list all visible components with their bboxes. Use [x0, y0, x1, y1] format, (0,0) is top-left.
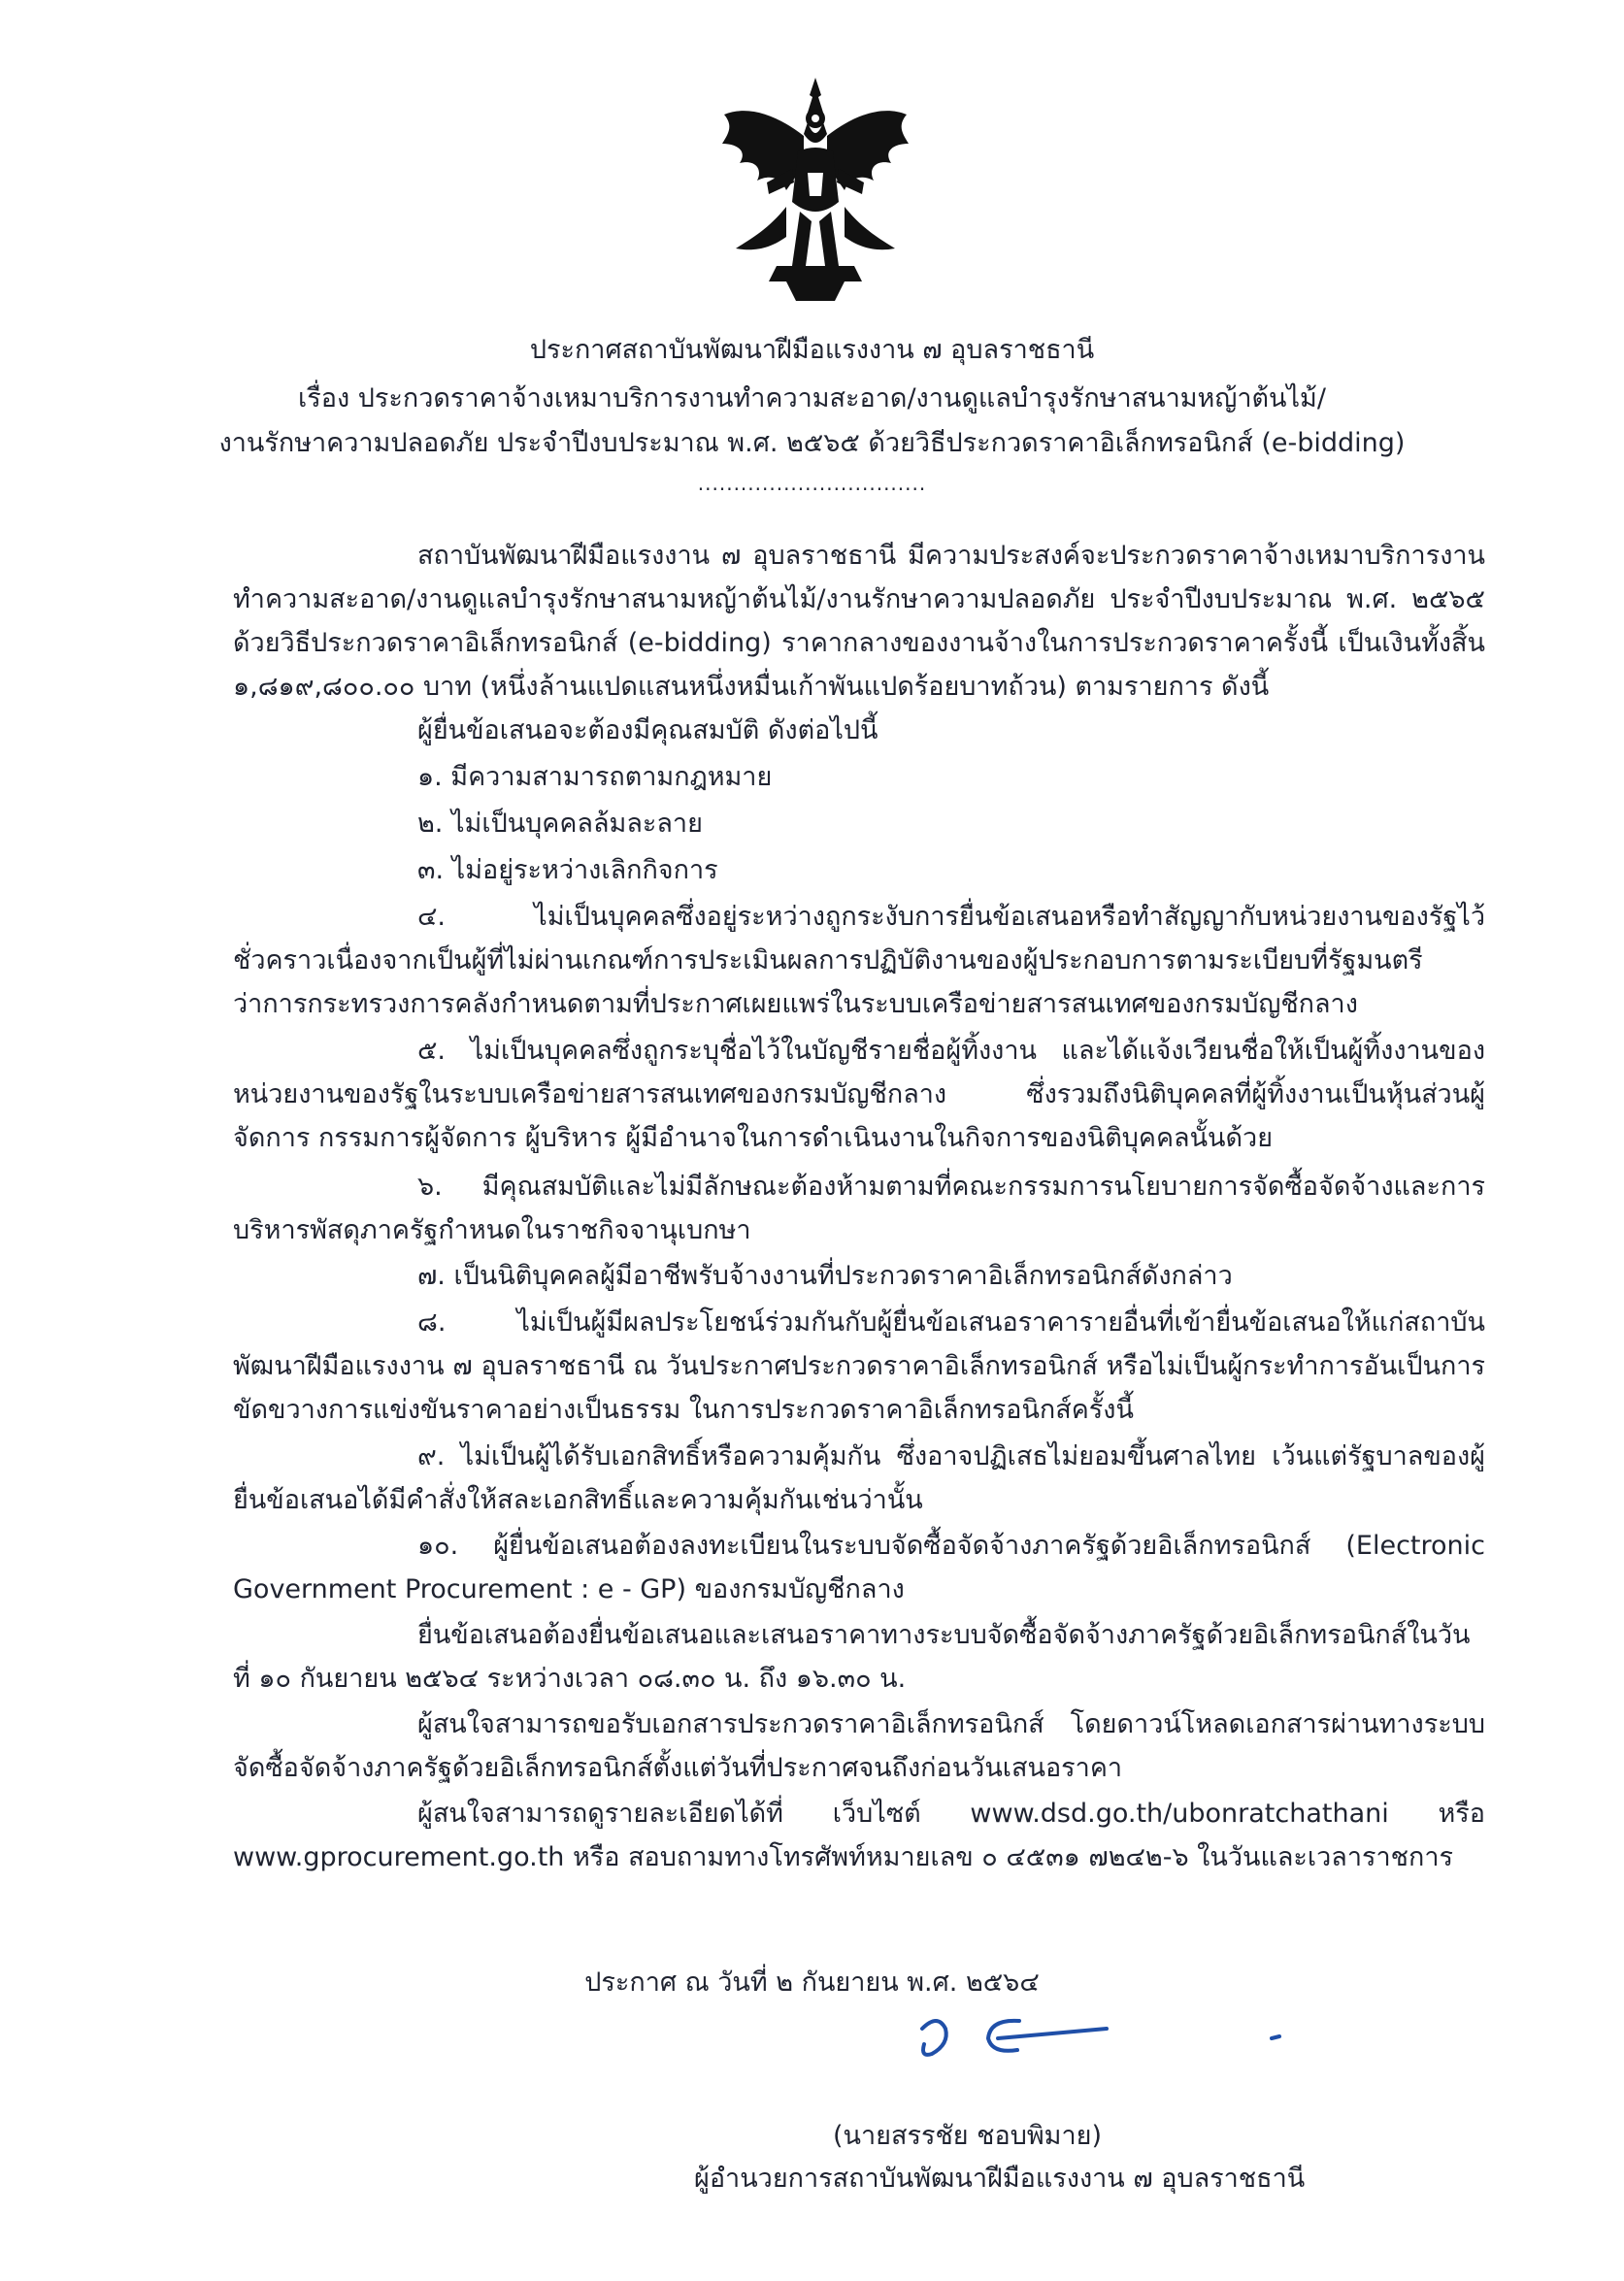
qualification-item-1: ๑. มีความสามารถตามกฎหมาย	[417, 762, 773, 792]
qualifications-heading: ผู้ยื่นข้อเสนอจะต้องมีคุณสมบัติ ดังต่อไปนี้	[417, 715, 878, 745]
announcement-title: ประกาศสถาบันพัฒนาฝีมือแรงงาน ๗ อุบลราชธานี	[529, 335, 1095, 365]
announcement-date: ประกาศ ณ วันที่ ๒ กันยายน พ.ศ. ๒๕๖๔	[584, 1967, 1040, 1998]
qualification-item-4: ๔. ไม่เป็นบุคคลซึ่งอยู่ระหว่างถูกระงับการยื่นข้อเสนอหรือทำสัญญากับหน่วยงานของรัฐไว้ชั่วคราวเนื่องจากเป็นผู้ที่ไม่ผ่านเกณฑ์การประเมินผลการปฏิบัติงานของผู้ประกอบการตามระเบียบที่รัฐมนตรีว่าการกระทรวงการคลังกำหนดตามที่ประกาศเผยแพร่ในระบบเครือข่ายสารสนเทศของกรมบัญชีกลาง	[233, 902, 1485, 1019]
qualification-item-3: ๓. ไม่อยู่ระหว่างเลิกกิจการ	[417, 855, 718, 885]
qualification-item-7: ๗. เป็นนิติบุคคลผู้มีอาชีพรับจ้างงานที่ประกวดราคาอิเล็กทรอนิกส์ดังกล่าว	[417, 1261, 1233, 1291]
qualification-item-8: ๘. ไม่เป็นผู้มีผลประโยชน์ร่วมกันกับผู้ยื่นข้อเสนอราคารายอื่นที่เข้ายื่นข้อเสนอให้แก่สถาบันพัฒนาฝีมือแรงงาน ๗ อุบลราชธานี ณ วันประกาศประกวดราคาอิเล็กทรอนิกส์ หรือไม่เป็นผู้กระทำการอันเป็นการขัดขวางการแข่งขันราคาอย่างเป็นธรรม ในการประกวดราคาอิเล็กทรอนิกส์ครั้งนี้	[233, 1307, 1485, 1425]
signer-title: ผู้อำนวยการสถาบันพัฒนาฝีมือแรงงาน ๗ อุบลราชธานี	[694, 2164, 1306, 2194]
qualification-item-6: ๖. มีคุณสมบัติและไม่มีลักษณะต้องห้ามตามที่คณะกรรมการนโยบายการจัดซื้อจัดจ้างและการบริหารพัสดุภาครัฐกำหนดในราชกิจจานุเบกษา	[233, 1172, 1485, 1245]
submission-paragraph: ยื่นข้อเสนอต้องยื่นข้อเสนอและเสนอราคาทางระบบจัดซื้อจัดจ้างภาครัฐด้วยอิเล็กทรอนิกส์ในวันที่ ๑๐ กันยายน ๒๕๖๔ ระหว่างเวลา ๐๘.๓๐ น. ถึง ๑๖.๓๐ น.	[233, 1620, 1471, 1694]
qualification-item-5: ๕. ไม่เป็นบุคคลซึ่งถูกระบุชื่อไว้ในบัญชีรายชื่อผู้ทิ้งงาน และได้แจ้งเวียนชื่อให้เป็นผู้ทิ้งงานของหน่วยงานของรัฐในระบบเครือข่ายสารสนเทศของกรมบัญชีกลาง ซึ่งรวมถึงนิติบุคคลที่ผู้ทิ้งงานเป็นหุ้นส่วนผู้จัดการ กรรมการผู้จัดการ ผู้บริหาร ผู้มีอำนาจในการดำเนินงานในกิจการของนิติบุคคลนั้นด้วย	[233, 1036, 1485, 1153]
announcement-subject-line-2: งานรักษาความปลอดภัย ประจำปีงบประมาณ พ.ศ. ๒๕๖๕ ด้วยวิธีประกวดราคาอิเล็กทรอนิกส์ (e-bidding)	[218, 428, 1406, 458]
announcement-subject-line-1: เรื่อง ประกวดราคาจ้างเหมาบริการงานทำความสะอาด/งานดูแลบำรุงรักษาสนามหญ้าต้นไม้/	[298, 383, 1326, 413]
qualification-item-10: ๑๐. ผู้ยื่นข้อเสนอต้องลงทะเบียนในระบบจัดซื้อจัดจ้างภาครัฐด้วยอิเล็กทรอนิกส์ (Electronic Government Procurement : e - GP) ของกรมบัญชีกลาง	[233, 1531, 1485, 1604]
qualification-item-2: ๒. ไม่เป็นบุคคลล้มละลาย	[417, 809, 703, 839]
handwritten-signature	[903, 2000, 1291, 2067]
documents-paragraph: ผู้สนใจสามารถขอรับเอกสารประกวดราคาอิเล็กทรอนิกส์ โดยดาวน์โหลดเอกสารผ่านทางระบบจัดซื้อจัดจ้างภาครัฐด้วยอิเล็กทรอนิกส์ตั้งแต่วันที่ประกาศจนถึงก่อนวันเสนอราคา	[233, 1709, 1485, 1783]
intro-paragraph: สถาบันพัฒนาฝีมือแรงงาน ๗ อุบลราชธานี มีความประสงค์จะประกวดราคาจ้างเหมาบริการงานทำความสะอาด/งานดูแลบำรุงรักษาสนามหญ้าต้นไม้/งานรักษาความปลอดภัย ประจำปีงบประมาณ พ.ศ. ๒๕๖๕ ด้วยวิธีประกวดราคาอิเล็กทรอนิกส์ (e-bidding) ราคากลางของงานจ้างในการประกวดราคาครั้งนี้ เป็นเงินทั้งสิ้น ๑,๘๑๙,๘๐๐.๐๐ บาท (หนึ่งล้านแปดแสนหนึ่งหมื่นเก้าพันแปดร้อยบาทถ้วน) ตามรายการ ดังนี้	[233, 541, 1485, 702]
signer-name: (นายสรรชัย ชอบพิมาย)	[833, 2121, 1102, 2151]
garuda-emblem-icon	[718, 76, 912, 309]
contact-paragraph: ผู้สนใจสามารถดูรายละเอียดได้ที่ เว็บไซต์ www.dsd.go.th/ubonratchathani หรือ www.gprocurement.go.th หรือ สอบถามทางโทรศัพท์หมายเลข ๐ ๔๕๓๑ ๗๒๔๒-๖ ในวันและเวลาราชการ	[233, 1799, 1485, 1872]
header-separator: ................................	[697, 472, 927, 495]
qualification-item-9: ๙. ไม่เป็นผู้ได้รับเอกสิทธิ์หรือความคุ้มกัน ซึ่งอาจปฏิเสธไม่ยอมขึ้นศาลไทย เว้นแต่รัฐบาลของผู้ยื่นข้อเสนอได้มีคำสั่งให้สละเอกสิทธิ์และความคุ้มกันเช่นว่านั้น	[233, 1441, 1485, 1515]
